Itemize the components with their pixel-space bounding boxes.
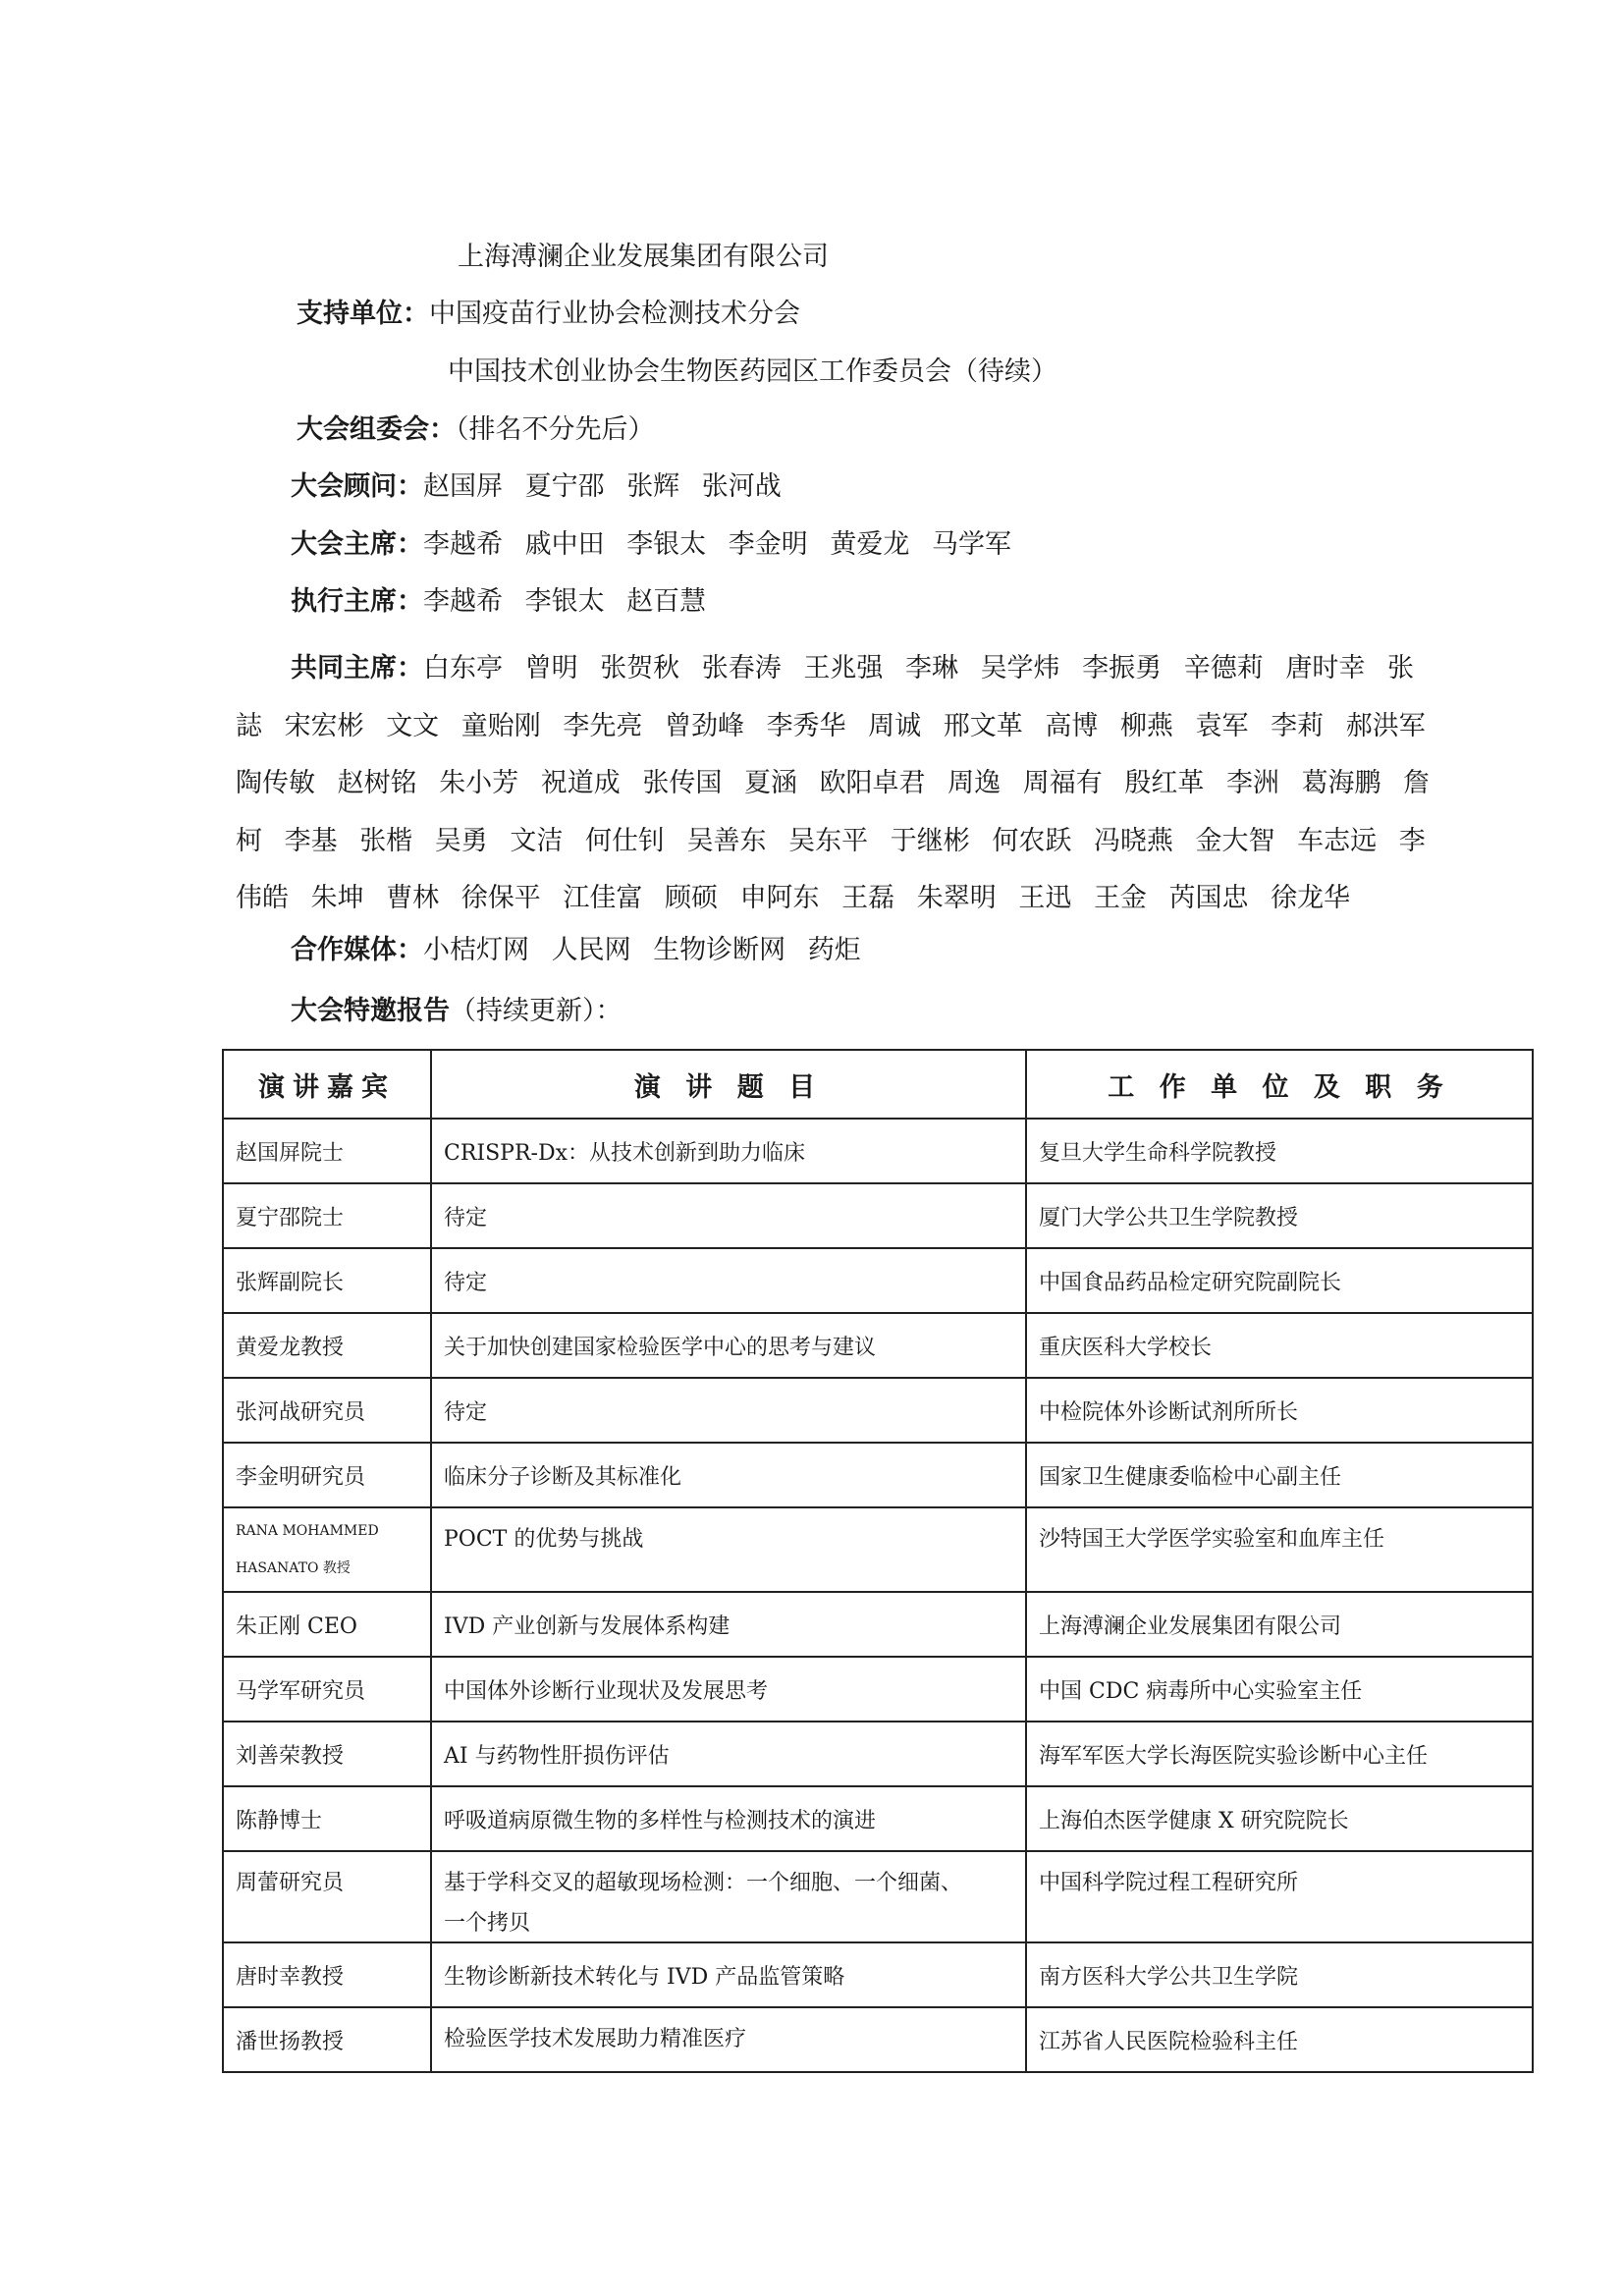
person-name: 唐时幸 bbox=[1285, 653, 1366, 683]
media-line bbox=[291, 933, 875, 968]
affiliation-cell: 国家卫生健康委临检中心副主任 bbox=[1026, 1443, 1533, 1507]
speaker-cell: 潘世扬教授 bbox=[223, 2007, 431, 2072]
co-chairs-names bbox=[236, 653, 1439, 913]
person-name: 赵百慧 bbox=[626, 586, 707, 617]
person-name: 顾硕 bbox=[664, 883, 718, 913]
speakers-table bbox=[222, 1049, 1534, 2073]
reports-label: 大会特邀报告 bbox=[291, 996, 450, 1026]
co-chairs-block bbox=[236, 640, 1443, 928]
affiliation-cell: 上海伯杰医学健康 X 研究院院长 bbox=[1026, 1786, 1533, 1851]
person-name: 吴善东 bbox=[686, 825, 767, 856]
speaker-cell: 张河战研究员 bbox=[223, 1378, 431, 1443]
person-name: 朱翠明 bbox=[916, 883, 997, 913]
person-name: 朱坤 bbox=[310, 883, 364, 913]
person-name: 李琳 bbox=[904, 653, 958, 683]
person-name: 李先亮 bbox=[563, 710, 643, 741]
person-name: 李基 bbox=[284, 825, 338, 856]
affiliation-cell: 中国 CDC 病毒所中心实验室主任 bbox=[1026, 1657, 1533, 1722]
person-name: 曾明 bbox=[524, 653, 578, 683]
affiliation-cell: 重庆医科大学校长 bbox=[1026, 1313, 1533, 1378]
speaker-cell: 周蕾研究员 bbox=[223, 1851, 431, 1942]
person-name: 殷红革 bbox=[1124, 768, 1205, 798]
person-name: 曹林 bbox=[386, 883, 440, 913]
media-label: 合作媒体： bbox=[291, 935, 423, 965]
person-name: 周逸 bbox=[947, 768, 1001, 798]
person-name: 生物诊断网 bbox=[653, 935, 786, 965]
person-name: 李金明 bbox=[728, 529, 808, 560]
person-name: 曾劲峰 bbox=[664, 710, 744, 741]
chairs-line bbox=[291, 527, 1025, 563]
person-name: 李秀华 bbox=[766, 710, 846, 741]
person-name: 徐保平 bbox=[460, 883, 541, 913]
person-name: 李伟皓 bbox=[236, 825, 1426, 913]
affiliation-cell: 复旦大学生命科学院教授 bbox=[1026, 1119, 1533, 1183]
support-line-1 bbox=[297, 297, 800, 332]
person-name: 童贻刚 bbox=[460, 710, 541, 741]
topic-cell: POCT 的优势与挑战 bbox=[431, 1507, 1026, 1592]
topic-cell: IVD 产业创新与发展体系构建 bbox=[431, 1592, 1026, 1657]
advisors-label: 大会顾问： bbox=[291, 471, 423, 502]
person-name: 袁军 bbox=[1195, 710, 1249, 741]
topic-cell: 关于加快创建国家检验医学中心的思考与建议 bbox=[431, 1313, 1026, 1378]
person-name: 宋宏彬 bbox=[284, 710, 364, 741]
topic-cell: AI 与药物性肝损伤评估 bbox=[431, 1722, 1026, 1786]
person-name: 张楷 bbox=[359, 825, 413, 856]
person-name: 王金 bbox=[1093, 883, 1147, 913]
header-affiliation: 工 作 单 位 及 职 务 bbox=[1026, 1050, 1533, 1119]
topic-cell: 临床分子诊断及其标准化 bbox=[431, 1443, 1026, 1507]
exec-chairs-line bbox=[291, 584, 720, 620]
chairs-names bbox=[423, 529, 1025, 560]
person-name: 赵树铭 bbox=[337, 768, 417, 798]
speaker-cell bbox=[223, 1507, 431, 1592]
person-name: 张春涛 bbox=[701, 653, 782, 683]
affiliation-cell: 海军军医大学长海医院实验诊断中心主任 bbox=[1026, 1722, 1533, 1786]
speaker-name-line: RANA MOHAMMED bbox=[236, 1523, 379, 1539]
table-row bbox=[223, 2007, 1533, 2072]
person-name: 药炬 bbox=[807, 935, 861, 965]
topic-cell: 待定 bbox=[431, 1183, 1026, 1248]
topic-cell: 呼吸道病原微生物的多样性与检测技术的演进 bbox=[431, 1786, 1026, 1851]
person-name: 文文 bbox=[386, 710, 440, 741]
committee-label: 大会组委会： bbox=[297, 414, 456, 445]
header-speaker: 演讲嘉宾 bbox=[223, 1050, 431, 1119]
person-name: 张河战 bbox=[701, 471, 782, 502]
person-name: 文洁 bbox=[510, 825, 564, 856]
speaker-cell: 陈静博士 bbox=[223, 1786, 431, 1851]
person-name: 马学军 bbox=[931, 529, 1011, 560]
speaker-cell: 张辉副院长 bbox=[223, 1248, 431, 1313]
exec-chairs-names bbox=[423, 586, 720, 617]
person-name: 何农跃 bbox=[992, 825, 1072, 856]
person-name: 辛德莉 bbox=[1183, 653, 1264, 683]
person-name: 白东亭 bbox=[423, 653, 503, 683]
person-name: 人民网 bbox=[551, 935, 631, 965]
person-name: 吴东平 bbox=[788, 825, 869, 856]
person-name: 车志远 bbox=[1297, 825, 1378, 856]
person-name: 陶传敏 bbox=[236, 768, 315, 798]
person-name: 黄爱龙 bbox=[830, 529, 910, 560]
person-name: 詹柯 bbox=[236, 768, 1431, 856]
exec-chairs-label: 执行主席： bbox=[291, 586, 423, 617]
person-name: 郝洪军 bbox=[1345, 710, 1426, 741]
person-name: 王兆强 bbox=[803, 653, 884, 683]
committee-line bbox=[297, 412, 655, 448]
person-name: 李振勇 bbox=[1082, 653, 1163, 683]
person-name: 邢文革 bbox=[943, 710, 1023, 741]
person-name: 张辉 bbox=[626, 471, 680, 502]
table-row bbox=[223, 1942, 1533, 2007]
person-name: 夏涵 bbox=[743, 768, 797, 798]
speaker-cell: 唐时幸教授 bbox=[223, 1942, 431, 2007]
topic-cell: 待定 bbox=[431, 1378, 1026, 1443]
affiliation-cell: 上海溥澜企业发展集团有限公司 bbox=[1026, 1592, 1533, 1657]
person-name: 李越希 bbox=[423, 529, 503, 560]
table-row bbox=[223, 1378, 1533, 1443]
support-item: 中国疫苗行业协会检测技术分会 bbox=[429, 299, 800, 329]
table-header-row bbox=[223, 1050, 1533, 1119]
person-name: 葛海鹏 bbox=[1301, 768, 1381, 798]
affiliation-cell: 厦门大学公共卫生学院教授 bbox=[1026, 1183, 1533, 1248]
organizer-continued: 上海溥澜企业发展集团有限公司 bbox=[458, 242, 829, 272]
table-row bbox=[223, 1313, 1533, 1378]
header-topic: 演 讲 题 目 bbox=[431, 1050, 1026, 1119]
person-name: 戚中田 bbox=[524, 529, 605, 560]
person-name: 何仕钊 bbox=[584, 825, 665, 856]
affiliation-cell: 南方医科大学公共卫生学院 bbox=[1026, 1942, 1533, 2007]
chairs-label: 大会主席： bbox=[291, 529, 423, 560]
table-row bbox=[223, 1507, 1533, 1592]
table-row bbox=[223, 1786, 1533, 1851]
person-name: 李银太 bbox=[626, 529, 707, 560]
speaker-cell: 黄爱龙教授 bbox=[223, 1313, 431, 1378]
support-item: 中国技术创业协会生物医药园区工作委员会（待续） bbox=[448, 356, 1057, 387]
table-row bbox=[223, 1183, 1533, 1248]
table-row bbox=[223, 1119, 1533, 1183]
person-name: 李银太 bbox=[524, 586, 605, 617]
topic-line: 基于学科交叉的超敏现场检测：一个细胞、一个细菌、 bbox=[444, 1871, 963, 1895]
topic-cell bbox=[431, 1851, 1026, 1942]
table-row bbox=[223, 1592, 1533, 1657]
speaker-cell: 朱正刚 CEO bbox=[223, 1592, 431, 1657]
committee-note: （排名不分先后） bbox=[456, 414, 655, 445]
table-row bbox=[223, 1443, 1533, 1507]
person-name: 申阿东 bbox=[739, 883, 820, 913]
table-row bbox=[223, 1248, 1533, 1313]
affiliation-cell: 江苏省人民医院检验科主任 bbox=[1026, 2007, 1533, 2072]
table-row bbox=[223, 1722, 1533, 1786]
person-name: 吴学炜 bbox=[980, 653, 1060, 683]
topic-cell: CRISPR-Dx：从技术创新到助力临床 bbox=[431, 1119, 1026, 1183]
speaker-cell: 马学军研究员 bbox=[223, 1657, 431, 1722]
speaker-cell: 夏宁邵院士 bbox=[223, 1183, 431, 1248]
advisors-line bbox=[291, 469, 795, 505]
affiliation-cell: 中国科学院过程工程研究所 bbox=[1026, 1851, 1533, 1942]
person-name: 夏宁邵 bbox=[524, 471, 605, 502]
person-name: 芮国忠 bbox=[1168, 883, 1249, 913]
person-name: 柳燕 bbox=[1119, 710, 1173, 741]
person-name: 李洲 bbox=[1225, 768, 1279, 798]
person-name: 张誌 bbox=[236, 653, 1414, 741]
reports-note: （持续更新）： bbox=[450, 996, 623, 1026]
person-name: 高博 bbox=[1045, 710, 1099, 741]
person-name: 江佳富 bbox=[563, 883, 643, 913]
person-name: 欧阳卓君 bbox=[819, 768, 926, 798]
affiliation-cell: 中检院体外诊断试剂所所长 bbox=[1026, 1378, 1533, 1443]
table-row bbox=[223, 1851, 1533, 1942]
person-name: 李越希 bbox=[423, 586, 503, 617]
topic-cell: 生物诊断新技术转化与 IVD 产品监管策略 bbox=[431, 1942, 1026, 2007]
speaker-name-line: HASANATO 教授 bbox=[236, 1560, 351, 1576]
person-name: 朱小芳 bbox=[439, 768, 519, 798]
person-name: 王迅 bbox=[1018, 883, 1072, 913]
advisors-names bbox=[423, 471, 795, 502]
person-name: 张贺秋 bbox=[600, 653, 680, 683]
person-name: 张传国 bbox=[642, 768, 723, 798]
person-name: 小桔灯网 bbox=[423, 935, 529, 965]
topic-cell: 待定 bbox=[431, 1248, 1026, 1313]
speaker-cell: 刘善荣教授 bbox=[223, 1722, 431, 1786]
speaker-cell: 赵国屏院士 bbox=[223, 1119, 431, 1183]
reports-line bbox=[291, 994, 623, 1029]
person-name: 周福有 bbox=[1022, 768, 1103, 798]
topic-cell: 检验医学技术发展助力精准医疗 bbox=[431, 2007, 1026, 2072]
topic-line: 一个拷贝 bbox=[444, 1911, 531, 1936]
person-name: 周诚 bbox=[868, 710, 922, 741]
person-name: 祝道成 bbox=[540, 768, 621, 798]
affiliation-cell: 沙特国王大学医学实验室和血库主任 bbox=[1026, 1507, 1533, 1592]
speaker-cell: 李金明研究员 bbox=[223, 1443, 431, 1507]
person-name: 徐龙华 bbox=[1271, 883, 1351, 913]
person-name: 吴勇 bbox=[434, 825, 488, 856]
table-row bbox=[223, 1657, 1533, 1722]
person-name: 于继彬 bbox=[890, 825, 970, 856]
person-name: 赵国屏 bbox=[423, 471, 503, 502]
person-name: 金大智 bbox=[1195, 825, 1275, 856]
support-label: 支持单位： bbox=[297, 299, 429, 329]
person-name: 王磊 bbox=[841, 883, 895, 913]
topic-cell: 中国体外诊断行业现状及发展思考 bbox=[431, 1657, 1026, 1722]
person-name: 李莉 bbox=[1271, 710, 1325, 741]
co-chairs-label: 共同主席： bbox=[291, 653, 423, 683]
media-names bbox=[423, 935, 875, 965]
affiliation-cell: 中国食品药品检定研究院副院长 bbox=[1026, 1248, 1533, 1313]
person-name: 冯晓燕 bbox=[1093, 825, 1173, 856]
